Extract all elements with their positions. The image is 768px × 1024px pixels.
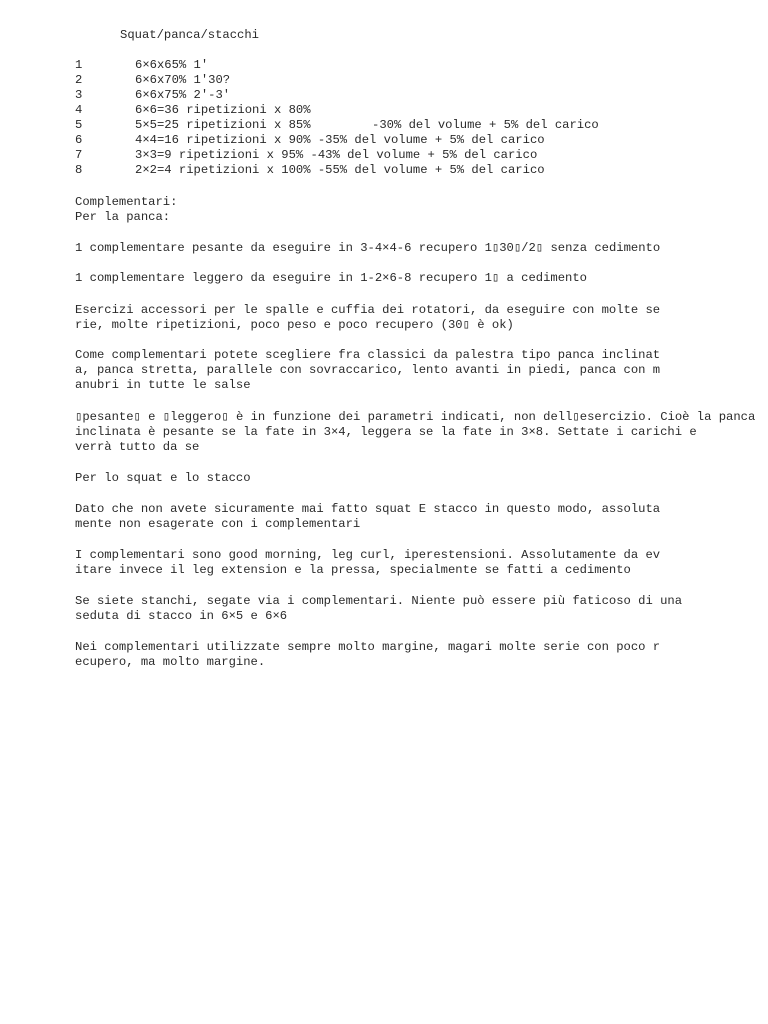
text-line: inclinata è pesante se la fate in 3×4, leggera se la fate in 3×8. Settate i carichi e xyxy=(75,425,697,439)
program-row xyxy=(75,103,311,118)
subsection-heading: Per lo squat e lo stacco xyxy=(75,471,251,485)
text-line: Come complementari potete scegliere fra classici da palestra tipo panca inclinat xyxy=(75,348,661,362)
row-text: 6×6=36 ripetizioni x 80% xyxy=(135,103,311,117)
text-line: seduta di stacco in 6×5 e 6×6 xyxy=(75,609,288,623)
row-text: 6×6x70% 1'30? xyxy=(135,73,231,87)
text-line: 1 complementare leggero da eseguire in 1-2×6-8 recupero 1▯ a cedimento xyxy=(75,271,587,285)
program-row xyxy=(75,133,545,148)
row-text: 5×5=25 ripetizioni x 85% xyxy=(135,118,311,132)
document-title: Squat/panca/stacchi xyxy=(120,28,259,42)
row-text: 6×6x65% 1' xyxy=(135,58,209,72)
text-line: anubri in tutte le salse xyxy=(75,378,251,392)
text-line: Nei complementari utilizzate sempre molto margine, magari molte serie con poco r xyxy=(75,640,661,654)
text-line: ▯pesante▯ e ▯leggero▯ è in funzione dei parametri indicati, non dell▯esercizio. Cioè la panca xyxy=(75,410,756,424)
row-number: 3 xyxy=(75,88,83,102)
row-number: 2 xyxy=(75,73,83,87)
row-number: 6 xyxy=(75,133,83,147)
row-number: 8 xyxy=(75,163,83,177)
text-line: I complementari sono good morning, leg curl, iperestensioni. Assolutamente da ev xyxy=(75,548,661,562)
program-row xyxy=(75,88,231,103)
row-text: 4×4=16 ripetizioni x 90% -35% del volume + 5% del carico xyxy=(135,133,545,147)
text-line: verrà tutto da se xyxy=(75,440,200,454)
text-line: mente non esagerate con i complementari xyxy=(75,517,361,531)
text-line: 1 complementare pesante da eseguire in 3-4×4-6 recupero 1▯30▯/2▯ senza cedimento xyxy=(75,241,661,255)
text-line: Se siete stanchi, segate via i complementari. Niente può essere più faticoso di una xyxy=(75,594,683,608)
row-number: 7 xyxy=(75,148,83,162)
text-line: Dato che non avete sicuramente mai fatto squat E stacco in questo modo, assoluta xyxy=(75,502,661,516)
text-line: rie, molte ripetizioni, poco peso e poco recupero (30▯ è ok) xyxy=(75,318,514,332)
row-text: 2×2=4 ripetizioni x 100% -55% del volume + 5% del carico xyxy=(135,163,545,177)
program-row xyxy=(75,58,209,73)
program-row xyxy=(75,148,538,163)
program-row xyxy=(75,73,231,88)
text-line: a, panca stretta, parallele con sovraccarico, lento avanti in piedi, panca con m xyxy=(75,363,661,377)
row-number: 1 xyxy=(75,58,83,72)
program-row xyxy=(75,118,599,133)
text-line: itare invece il leg extension e la pressa, specialmente se fatti a cedimento xyxy=(75,563,631,577)
subsection-heading: Per la panca: xyxy=(75,210,171,224)
row-text: 6×6x75% 2'-3' xyxy=(135,88,231,102)
section-heading: Complementari: xyxy=(75,195,178,209)
text-line: ecupero, ma molto margine. xyxy=(75,655,266,669)
program-row xyxy=(75,163,545,178)
row-number: 4 xyxy=(75,103,83,117)
text-line: Esercizi accessori per le spalle e cuffia dei rotatori, da eseguire con molte se xyxy=(75,303,661,317)
row-extra: -30% del volume + 5% del carico xyxy=(372,118,599,132)
row-number: 5 xyxy=(75,118,83,132)
row-text: 3×3=9 ripetizioni x 95% -43% del volume + 5% del carico xyxy=(135,148,538,162)
